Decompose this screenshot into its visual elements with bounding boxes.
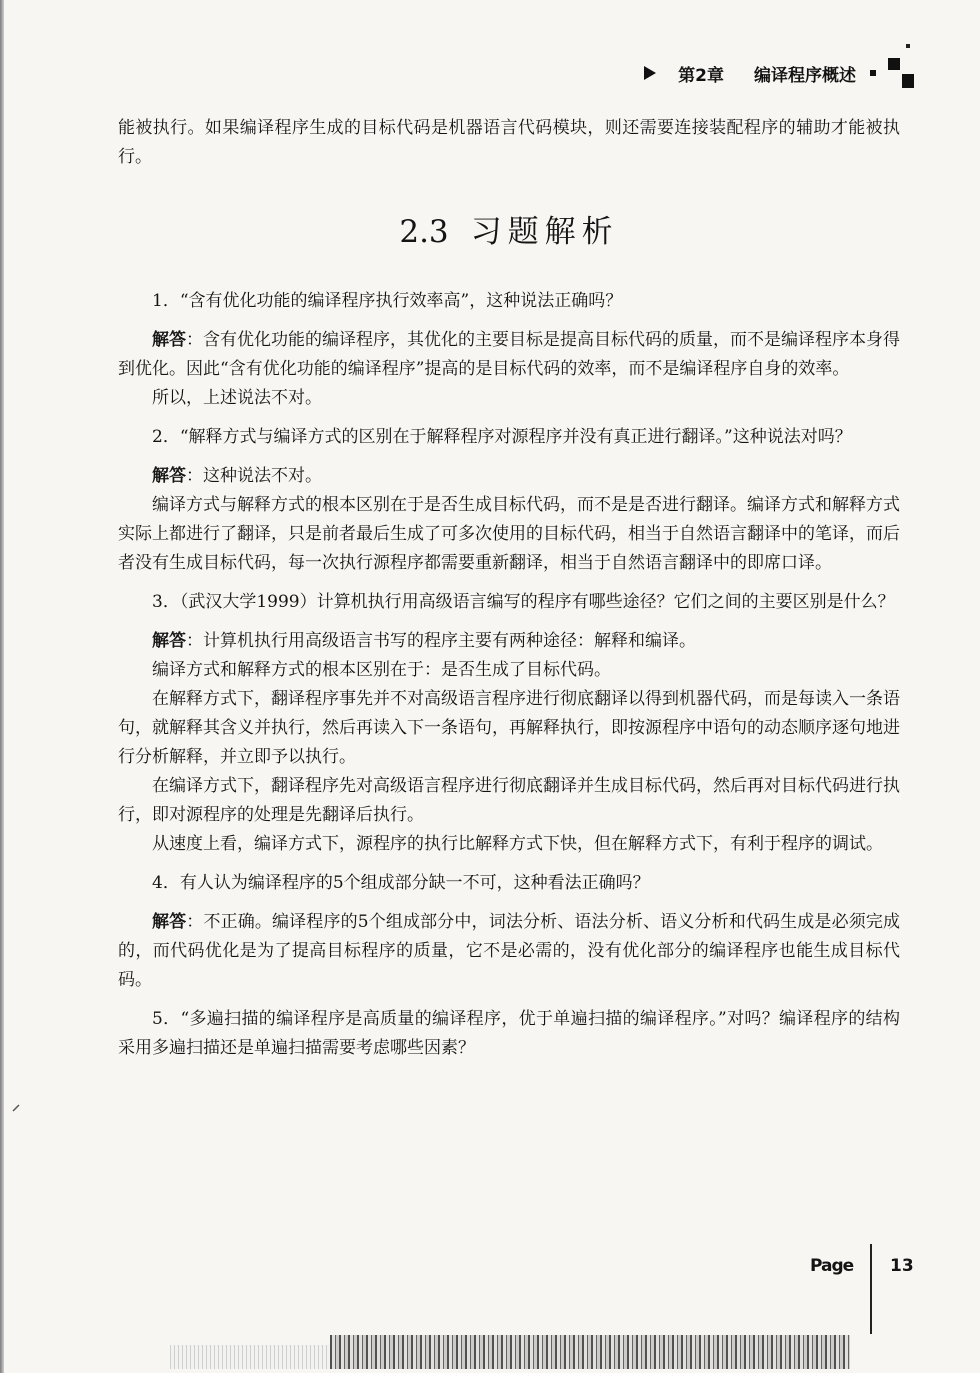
- answer: [118, 326, 900, 384]
- question: 5．“多遍扫描的编译程序是高质量的编译程序，优于单遍扫描的编译程序。”对吗？编译程序的结构采用多遍扫描还是单遍扫描需要考虑哪些因素？: [118, 1009, 900, 1058]
- answer: [118, 462, 900, 491]
- question: 1．“含有优化功能的编译程序执行效率高”，这种说法正确吗？: [152, 291, 623, 311]
- scan-artifact-bar: [330, 1335, 850, 1369]
- question: 2．“解释方式与编译方式的区别在于解释程序对源程序并没有真正进行翻译。”这种说法对吗？: [152, 427, 852, 447]
- answer-label: 解答: [152, 466, 186, 486]
- answer-paragraph: 在解释方式下，翻译程序事先并不对高级语言程序进行彻底翻译以得到机器代码，而是每读入一条语句，就解释其含义并执行，然后再读入下一条语句，再解释执行，即按源程序中语句的动态顺序逐句地进行分析解释，并立即予以执行。: [118, 689, 900, 767]
- answer-text: ：不正确。编译程序的5个组成部分中，词法分析、语法分析、语义分析和代码生成是必须完成的，而代码优化是为了提高目标程序的质量，它不是必需的，没有优化部分的编译程序也能生成目标代码。: [118, 912, 900, 990]
- triangle-marker-icon: [644, 66, 656, 80]
- continued-paragraph: 能被执行。如果编译程序生成的目标代码是机器语言代码模块，则还需要连接装配程序的辅助才能被执行。: [118, 118, 900, 167]
- chapter-label: 第2章: [678, 65, 724, 86]
- answer-paragraph: 编译方式与解释方式的根本区别在于是否生成目标代码，而不是是否进行翻译。编译方式和解释方式实际上都进行了翻译，只是前者最后生成了可多次使用的目标代码，相当于自然语言翻译中的笔译，而后者没有生成目标代码，每一次执行源程序都需要重新翻译，相当于自然语言翻译中的即席口译。: [118, 495, 900, 573]
- answer-label: 解答: [152, 912, 187, 932]
- page-number: 13: [890, 1256, 914, 1276]
- section-number: 2.3: [399, 214, 449, 250]
- answer-paragraph: 编译方式和解释方式的根本区别在于：是否生成了目标代码。: [152, 660, 611, 680]
- answer-text: ：计算机执行用高级语言书写的程序主要有两种途径：解释和编译。: [186, 631, 696, 651]
- chapter-title: 编译程序概述: [754, 65, 856, 86]
- answer-text: ：这种说法不对。: [186, 466, 322, 486]
- page-left-edge-shadow: [0, 0, 4, 1373]
- page-body: [118, 114, 900, 1063]
- scan-noise: [170, 1345, 330, 1369]
- section-heading: [118, 214, 900, 250]
- answer: [118, 627, 900, 656]
- question: 3．（武汉大学1999）计算机执行用高级语言编写的程序有哪些途径？它们之间的主要区别是什么？: [152, 592, 895, 612]
- decorative-squares-icon: [888, 58, 918, 88]
- answer-paragraph: 在编译方式下，翻译程序先对高级语言程序进行彻底翻译并生成目标代码，然后再对目标代码进行执行，即对源程序的处理是先翻译后执行。: [118, 776, 900, 825]
- answer-paragraph: 所以，上述说法不对。: [152, 388, 322, 408]
- answer-label: 解答: [152, 631, 186, 651]
- answer-text: ：含有优化功能的编译程序，其优化的主要目标是提高目标代码的质量，而不是编译程序本身得到优化。因此“含有优化功能的编译程序”提高的是目标代码的效率，而不是编译程序自身的效率。: [118, 330, 900, 379]
- footer-divider: [870, 1244, 872, 1334]
- exercise-list: [118, 287, 900, 1063]
- section-title: 习题解析: [470, 214, 619, 250]
- question: 4．有人认为编译程序的5个组成部分缺一不可，这种看法正确吗？: [152, 873, 650, 893]
- running-header: [644, 60, 918, 86]
- square-bullet-icon: [870, 70, 876, 76]
- page-label: Page: [810, 1256, 854, 1276]
- answer-paragraph: 从速度上看，编译方式下，源程序的执行比解释方式下快，但在解释方式下，有利于程序的调试。: [152, 834, 883, 854]
- answer-label: 解答: [152, 330, 186, 350]
- speck-mark: [12, 1104, 20, 1112]
- answer: [118, 908, 900, 995]
